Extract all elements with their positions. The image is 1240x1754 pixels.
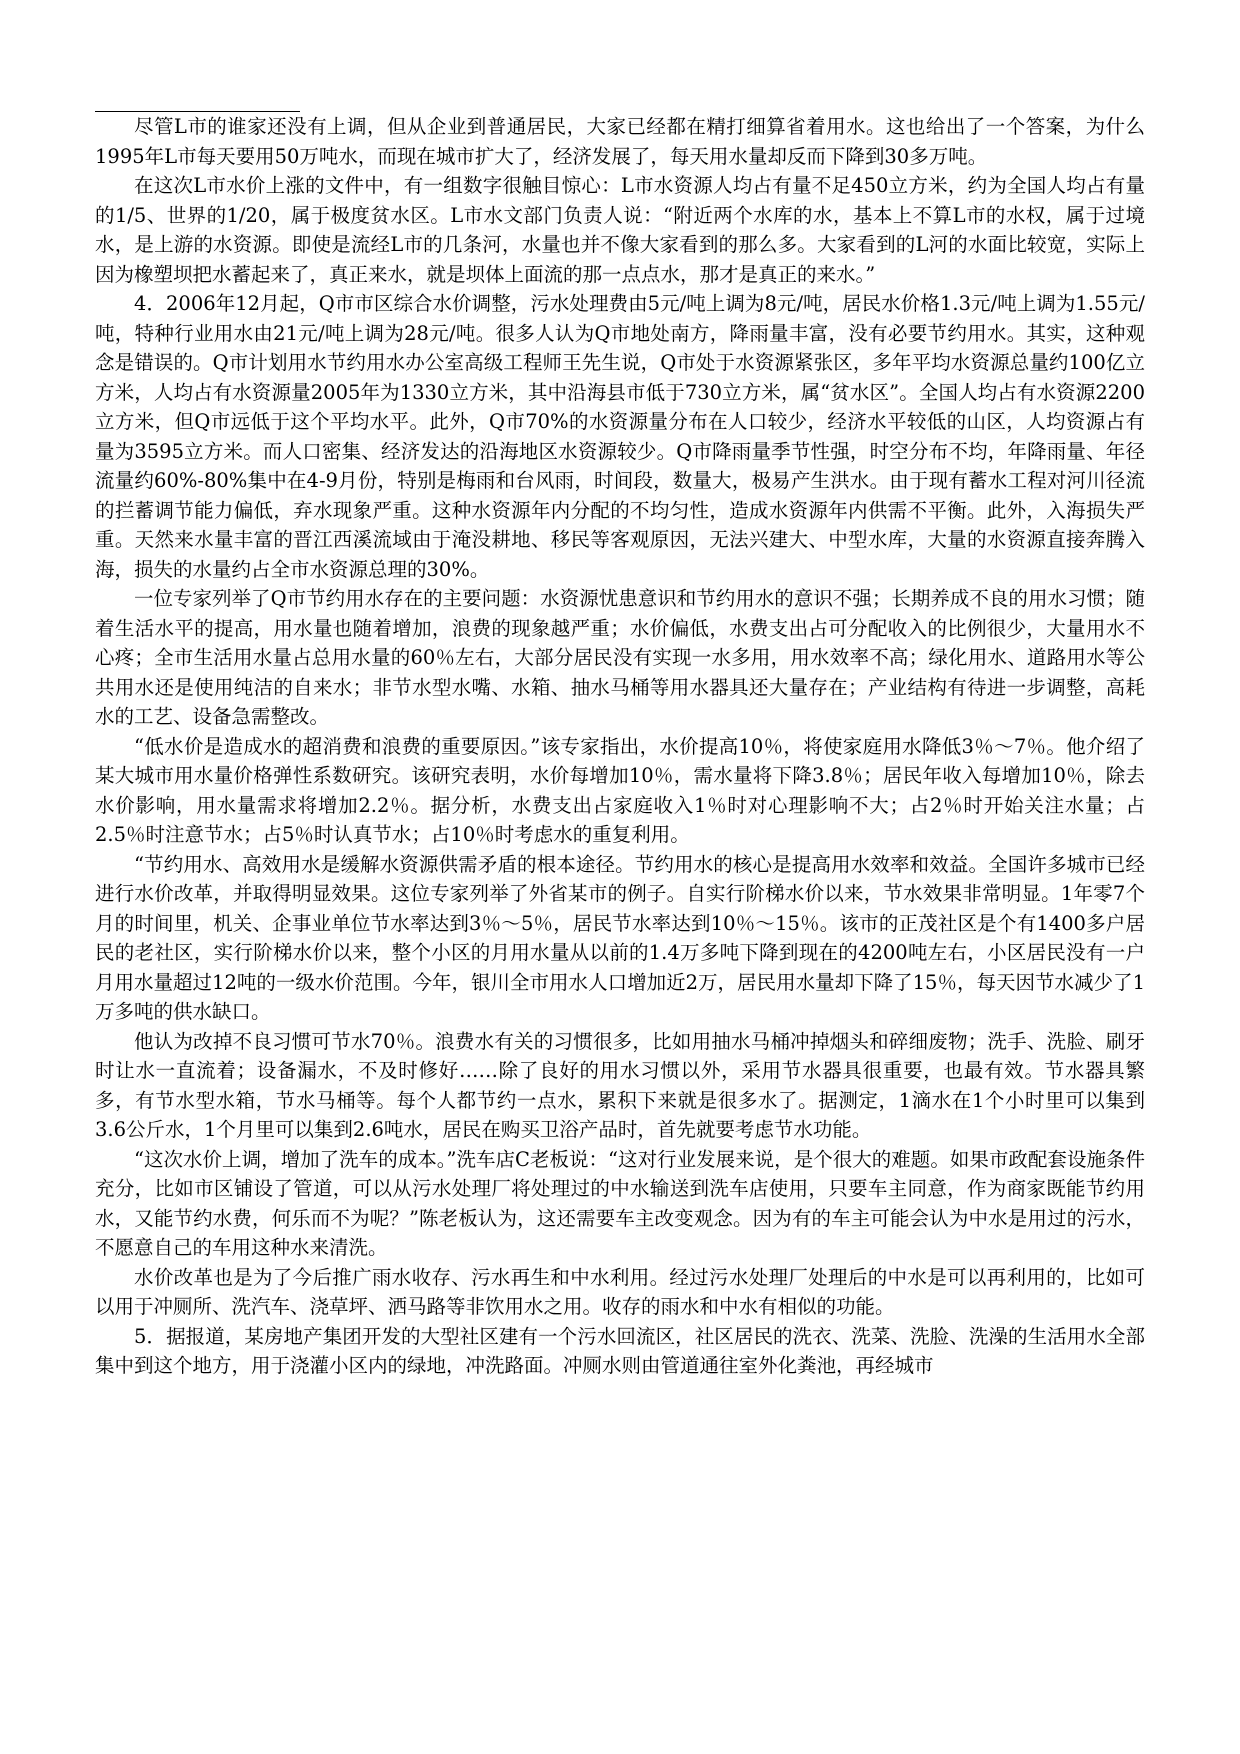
- paragraph-1: 尽管L市的谁家还没有上调，但从企业到普通居民，大家已经都在精打细算省着用水。这也给出了一个答案，为什么1995年L市每天要用50万吨水，而现在城市扩大了，经济发展了，每天用水量却反而下降到30多万吨。: [95, 115, 1145, 168]
- paragraph-4: 一位专家列举了Q市节约用水存在的主要问题：水资源忧患意识和节约用水的意识不强；长期养成不良的用水习惯；随着生活水平的提高，用水量也随着增加，浪费的现象越严重；水价偏低，水费支出占可分配收入的比例很少，大量用水不心疼；全市生活用水量占总用水量的60％左右，大部分居民没有实现一水多用，用水效率不高；绿化用水、道路用水等公共用水还是使用纯洁的自来水；非节水型水嘴、水箱、抽水马桶等用水器具还大量存在；产业结构有待进一步调整，高耗水的工艺、设备急需整改。: [95, 587, 1145, 728]
- paragraph-8: “这次水价上调，增加了洗车的成本。”洗车店C老板说：“这对行业发展来说，是个很大的难题。如果市政配套设施条件充分，比如市区铺设了管道，可以从污水处理厂将处理过的中水输送到洗车店使用，只要车主同意，作为商家既能节约用水，又能节约水费，何乐而不为呢？”陈老板认为，这还需要车主改变观念。因为有的车主可能会认为中水是用过的污水，不愿意自己的车用这种水来清洗。: [95, 1147, 1145, 1259]
- paragraph-7: 他认为改掉不良习惯可节水70％。浪费水有关的习惯很多，比如用抽水马桶冲掉烟头和碎细废物；洗手、洗脸、刷牙时让水一直流着；设备漏水，不及时修好……除了良好的用水习惯以外，采用节水器具很重要，也最有效。节水器具繁多，有节水型水箱，节水马桶等。每个人都节约一点水，累积下来就是很多水了。据测定，1滴水在1个小时里可以集到3.6公斤水，1个月里可以集到2.6吨水，居民在购买卫浴产品时，首先就要考虑节水功能。: [95, 1029, 1145, 1141]
- paragraph-10: 5．据报道，某房地产集团开发的大型社区建有一个污水回流区，社区居民的洗衣、洗菜、洗脸、洗澡的生活用水全部集中到这个地方，用于浇灌小区内的绿地，冲洗路面。冲厕水则由管道通往室外化粪池，再经城市: [95, 1324, 1145, 1377]
- body-text: [95, 112, 1145, 1381]
- paragraph-2: 在这次L市水价上涨的文件中，有一组数字很触目惊心：L市水资源人均占有量不足450立方米，约为全国人均占有量的1/5、世界的1/20，属于极度贫水区。L市水文部门负责人说：“附近两个水库的水，基本上不算L市的水权，属于过境水，是上游的水资源。即使是流经L市的几条河，水量也并不像大家看到的那么多。大家看到的L河的水面比较宽，实际上因为橡塑坝把水蓄起来了，真正来水，就是坝体上面流的那一点点水，那才是真正的来水。”: [95, 174, 1145, 286]
- paragraph-6: “节约用水、高效用水是缓解水资源供需矛盾的根本途径。节约用水的核心是提高用水效率和效益。全国许多城市已经进行水价改革，并取得明显效果。这位专家列举了外省某市的例子。自实行阶梯水价以来，节水效果非常明显。1年零7个月的时间里，机关、企事业单位节水率达到3％～5％，居民节水率达到10％～15％。该市的正茂社区是个有1400多户居民的老社区，实行阶梯水价以来，整个小区的月用水量从以前的1.4万多吨下降到现在的4200吨左右，小区居民没有一户月用水量超过12吨的一级水价范围。今年，银川全市用水人口增加近2万，居民用水量却下降了15％，每天因节水减少了1万多吨的供水缺口。: [95, 852, 1145, 1023]
- paragraph-9: 水价改革也是为了今后推广雨水收存、污水再生和中水利用。经过污水处理厂处理后的中水是可以再利用的，比如可以用于冲厕所、洗汽车、浇草坪、洒马路等非饮用水之用。收存的雨水和中水有相似的功能。: [95, 1265, 1145, 1318]
- paragraph-3: 4．2006年12月起，Q市市区综合水价调整，污水处理费由5元/吨上调为8元/吨，居民水价格1.3元/吨上调为1.55元/吨，特种行业用水由21元/吨上调为28元/吨。很多人认为Q市地处南方，降雨量丰富，没有必要节约用水。其实，这种观念是错误的。Q市计划用水节约用水办公室高级工程师王先生说，Q市处于水资源紧张区，多年平均水资源总量约100亿立方米，人均占有水资源量2005年为1330立方米，其中沿海县市低于730立方米，属“贫水区”。全国人均占有水资源2200立方米，但Q市远低于这个平均水平。此外，Q市70%的水资源量分布在人口较少，经济水平较低的山区，人均资源占有量为3595立方米。而人口密集、经济发达的沿海地区水资源较少。Q市降雨量季节性强，时空分布不均，年降雨量、年径流量约60%-80%集中在4-9月份，特别是梅雨和台风雨，时间段，数量大，极易产生洪水。由于现有蓄水工程对河川径流的拦蓄调节能力偏低，弃水现象严重。这种水资源年内分配的不均匀性，造成水资源年内供需不平衡。此外，入海损失严重。天然来水量丰富的晋江西溪流域由于淹没耕地、移民等客观原因，无法兴建大、中型水库，大量的水资源直接奔腾入海，损失的水量约占全市水资源总理的30%。: [95, 292, 1145, 581]
- paragraph-5: “低水价是造成水的超消费和浪费的重要原因。”该专家指出，水价提高10％，将使家庭用水降低3％～7％。他介绍了某大城市用水量价格弹性系数研究。该研究表明，水价每增加10％，需水量将下降3.8％；居民年收入每增加10％，除去水价影响，用水量需求将增加2.2％。据分析，水费支出占家庭收入1％时对心理影响不大；占2％时开始关注水量；占2.5％时注意节水；占5％时认真节水；占10％时考虑水的重复利用。: [95, 734, 1145, 846]
